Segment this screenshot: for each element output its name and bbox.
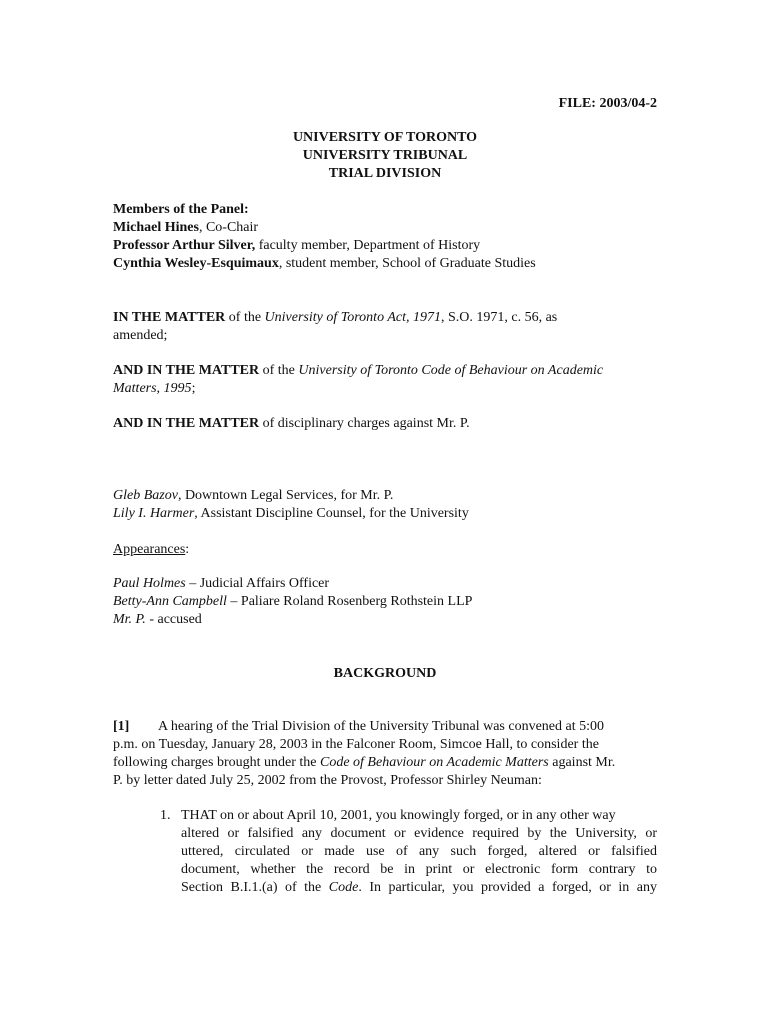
matter-3 bbox=[113, 415, 470, 433]
appearances-heading bbox=[113, 541, 189, 559]
matter-statute: University of Toronto Act, 1971 bbox=[264, 310, 441, 325]
matter-lead: IN THE MATTER bbox=[113, 310, 226, 325]
charge-line: uttered, circulated or made use of any such forged, altered or falsified bbox=[181, 844, 657, 859]
panel-member bbox=[113, 255, 536, 273]
code-title: Code bbox=[328, 880, 359, 895]
paragraph-1-line bbox=[113, 718, 604, 736]
member-name: Professor Arthur Silver, bbox=[113, 238, 256, 253]
charge-line: THAT on or about April 10, 2001, you knowingly forged, or in any other way bbox=[181, 808, 616, 823]
panel-heading: Members of the Panel: bbox=[113, 202, 249, 217]
panel-member bbox=[113, 237, 480, 255]
appearances-colon: : bbox=[185, 542, 190, 557]
appearance-name: Paul Holmes bbox=[113, 576, 186, 591]
matter-statute: University of Toronto Code of Behaviour on Academic bbox=[298, 363, 604, 378]
panel-member bbox=[113, 219, 258, 237]
paragraph-1-line: P. by letter dated July 25, 2002 from the Provost, Professor Shirley Neuman: bbox=[113, 773, 542, 788]
matter-2 bbox=[113, 362, 603, 380]
charge-line bbox=[181, 879, 657, 897]
matter-text: , S.O. 1971, c. 56, as bbox=[440, 310, 558, 325]
title-tribunal: UNIVERSITY TRIBUNAL bbox=[302, 148, 468, 163]
member-name: Cynthia Wesley-Esquimaux bbox=[113, 256, 279, 271]
charge-line: document, whether the record be in print or electronic form contrary to bbox=[181, 862, 657, 877]
matter-lead: AND IN THE MATTER bbox=[113, 363, 260, 378]
paragraph-text: following charges brought under the bbox=[113, 755, 320, 770]
charge-text: . In particular, you provided a forged, or in any bbox=[358, 880, 657, 895]
paragraph-1-line bbox=[113, 754, 615, 772]
matter-1 bbox=[113, 309, 557, 327]
title-division: TRIAL DIVISION bbox=[328, 166, 442, 181]
counsel-name: Gleb Bazov bbox=[113, 488, 178, 503]
counsel-desc: , Downtown Legal Services, for Mr. P. bbox=[177, 488, 394, 503]
member-name: Michael Hines bbox=[113, 220, 199, 235]
appearance-desc: – Paliare Roland Rosenberg Rothstein LLP bbox=[226, 594, 473, 609]
appearance-entry bbox=[113, 611, 202, 629]
charge-number: 1. bbox=[160, 808, 171, 823]
appearance-desc: – Judicial Affairs Officer bbox=[185, 576, 330, 591]
counsel-entry bbox=[113, 487, 393, 505]
matter-statute: Matters, 1995 bbox=[113, 381, 192, 396]
appearance-desc: - accused bbox=[145, 612, 202, 627]
matter-text: of disciplinary charges against Mr. P. bbox=[259, 416, 470, 431]
paragraph-1-line: p.m. on Tuesday, January 28, 2003 in the Falconer Room, Simcoe Hall, to consider the bbox=[113, 737, 599, 752]
title-university: UNIVERSITY OF TORONTO bbox=[292, 130, 478, 145]
matter-lead: AND IN THE MATTER bbox=[113, 416, 260, 431]
paragraph-text: A hearing of the Trial Division of the University Tribunal was convened at 5:00 bbox=[158, 719, 605, 734]
appearance-name: Mr. P. bbox=[113, 612, 146, 627]
member-role: , Co-Chair bbox=[198, 220, 259, 235]
matter-2-continued bbox=[113, 380, 195, 398]
counsel-name: Lily I. Harmer bbox=[113, 506, 195, 521]
member-role: faculty member, Department of History bbox=[255, 238, 481, 253]
charge-line: altered or falsified any document or evidence required by the University, or bbox=[181, 826, 657, 841]
counsel-entry bbox=[113, 505, 469, 523]
matter-text: of the bbox=[225, 310, 265, 325]
matter-1-continued: amended; bbox=[113, 328, 168, 343]
background-heading: BACKGROUND bbox=[333, 666, 437, 681]
file-number: FILE: 2003/04-2 bbox=[558, 96, 657, 111]
appearances-label: Appearances bbox=[113, 542, 186, 557]
appearance-entry bbox=[113, 575, 329, 593]
matter-text: ; bbox=[191, 381, 196, 396]
matter-text: of the bbox=[259, 363, 299, 378]
charge-text: Section B.I.1.(a) of the bbox=[181, 880, 329, 895]
counsel-desc: , Assistant Discipline Counsel, for the University bbox=[194, 506, 469, 521]
appearance-name: Betty-Ann Campbell bbox=[113, 594, 227, 609]
member-role: , student member, School of Graduate Studies bbox=[278, 256, 536, 271]
paragraph-number: [1] bbox=[113, 719, 130, 734]
code-title: Code of Behaviour on Academic Matters bbox=[319, 755, 549, 770]
appearance-entry bbox=[113, 593, 472, 611]
paragraph-text: against Mr. bbox=[548, 755, 616, 770]
